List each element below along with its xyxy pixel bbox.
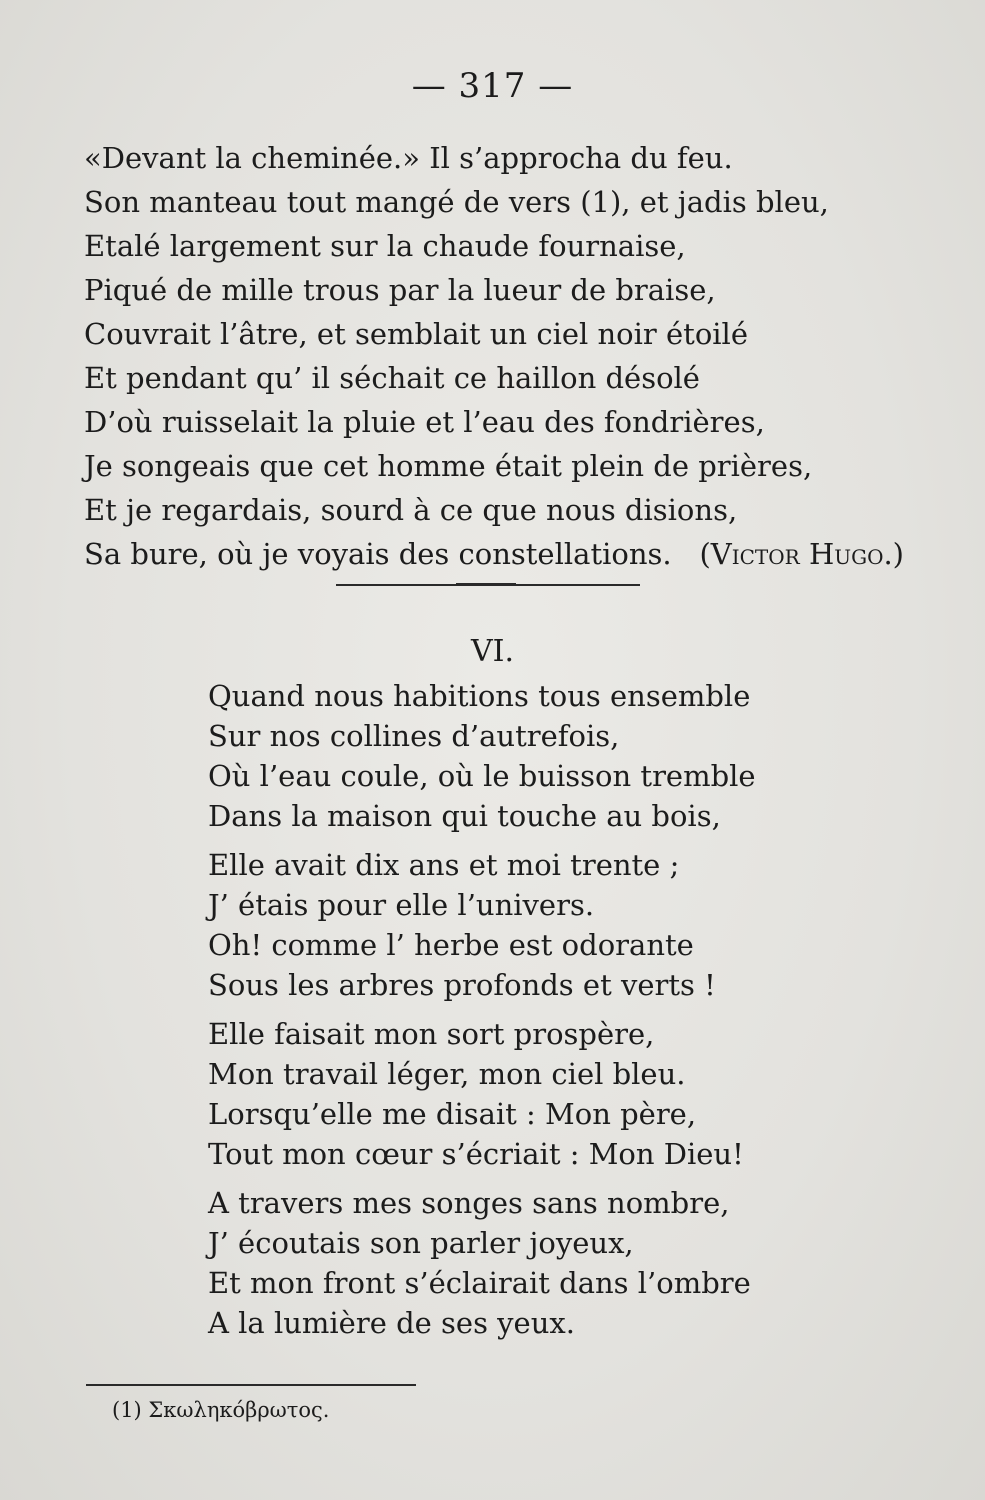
verse-line: Sa bure, où je voyais des constellations. <box>84 537 672 571</box>
poem <box>208 676 928 1352</box>
poem-stanza <box>208 845 928 1005</box>
verse-line: «Devant la cheminée.» Il s’approcha du feu. <box>84 141 733 175</box>
verse-line: Sous les arbres profonds et verts ! <box>208 968 716 1002</box>
poem-stanza <box>208 1183 928 1343</box>
verse-line: J’ écoutais son parler joyeux, <box>208 1226 634 1260</box>
verse-line: Oh! comme l’ herbe est odorante <box>208 928 694 962</box>
verse-line: Piqué de mille trous par la lueur de braise, <box>84 273 716 307</box>
verse-line: Son manteau tout mangé de vers (1), et jadis bleu, <box>84 185 829 219</box>
verse-line: Et je regardais, sourd à ce que nous disions, <box>84 493 738 527</box>
verse-line: Où l’eau coule, où le buisson tremble <box>208 759 756 793</box>
verse-line: J’ étais pour elle l’univers. <box>208 888 595 922</box>
verse-line: Dans la maison qui touche au bois, <box>208 799 721 833</box>
verse-line: Sur nos collines d’autrefois, <box>208 719 620 753</box>
verse-line: A la lumière de ses yeux. <box>208 1306 575 1340</box>
section-heading: VI. <box>470 634 515 669</box>
verse-line-with-attribution <box>84 532 904 576</box>
verse-line: Tout mon cœur s’écriait : Mon Dieu! <box>208 1137 744 1171</box>
verse-line: Couvrait l’âtre, et semblait un ciel noir étoilé <box>84 317 748 351</box>
verse-line: Je songeais que cet homme était plein de prières, <box>84 449 813 483</box>
author-attribution: (Victor Hugo.) <box>699 537 904 571</box>
verse-line: Elle faisait mon sort prospère, <box>208 1017 655 1051</box>
verse-line: Et pendant qu’ il séchait ce haillon désolé <box>84 361 700 395</box>
verse-line: Mon travail léger, mon ciel bleu. <box>208 1057 686 1091</box>
section-separator <box>336 584 640 586</box>
page-number: — 317 — <box>411 66 574 106</box>
verse-line: Elle avait dix ans et moi trente ; <box>208 848 680 882</box>
verse-line: Et mon front s’éclairait dans l’ombre <box>208 1266 751 1300</box>
verse-line: Etalé largement sur la chaude fournaise, <box>84 229 686 263</box>
verse-line: Quand nous habitions tous ensemble <box>208 679 751 713</box>
footnote-rule <box>86 1384 416 1386</box>
verse-line: A travers mes songes sans nombre, <box>208 1186 730 1220</box>
poem-stanza <box>208 676 928 836</box>
poem-stanza <box>208 1014 928 1174</box>
verse-line: D’où ruisselait la pluie et l’eau des fondrières, <box>84 405 765 439</box>
verse-line: Lorsqu’elle me disait : Mon père, <box>208 1097 697 1131</box>
quoted-stanza <box>84 136 924 576</box>
footnote: (1) Σκωληκόβρωτος. <box>112 1398 330 1422</box>
